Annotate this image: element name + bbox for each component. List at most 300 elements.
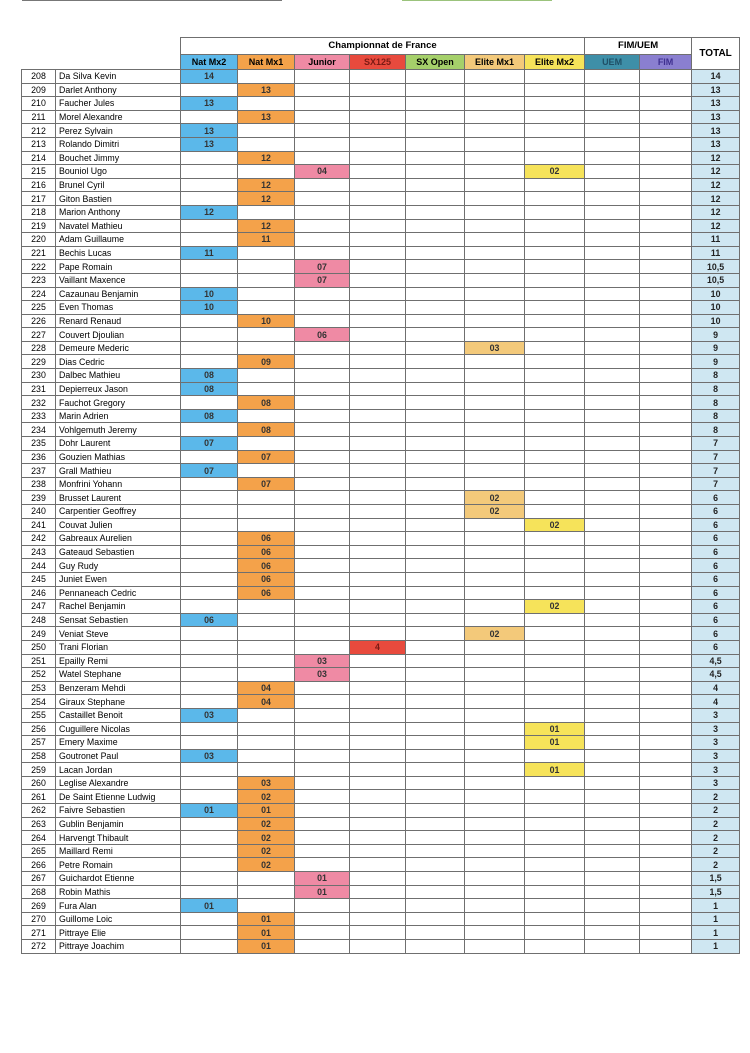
empty-cell-nat-mx2 — [181, 192, 238, 206]
total-cell: 3 — [692, 722, 740, 736]
empty-cell-elite-mx1 — [465, 301, 525, 315]
empty-cell-nat-mx2 — [181, 776, 238, 790]
score-cell-junior: 04 — [295, 165, 350, 179]
total-cell: 2 — [692, 804, 740, 818]
total-cell: 3 — [692, 763, 740, 777]
empty-cell-junior — [295, 640, 350, 654]
empty-cell-fim — [640, 559, 692, 573]
rider-name-cell: Marin Adrien — [56, 409, 181, 423]
empty-cell-elite-mx1 — [465, 681, 525, 695]
rider-name-cell: Veniat Steve — [56, 627, 181, 641]
rank-cell: 229 — [22, 355, 56, 369]
empty-cell-sx-open — [406, 301, 465, 315]
empty-cell-fim — [640, 627, 692, 641]
empty-cell-sx-open — [406, 369, 465, 383]
empty-cell-fim — [640, 423, 692, 437]
empty-cell-elite-mx2 — [525, 355, 585, 369]
empty-cell-uem — [585, 831, 640, 845]
empty-cell-junior — [295, 110, 350, 124]
empty-cell-elite-mx2 — [525, 831, 585, 845]
table-row — [22, 695, 740, 709]
table-row — [22, 260, 740, 274]
rank-cell: 261 — [22, 790, 56, 804]
empty-cell-sx-open — [406, 722, 465, 736]
empty-cell-sx-open — [406, 219, 465, 233]
table-row — [22, 165, 740, 179]
total-cell: 8 — [692, 409, 740, 423]
empty-cell-nat-mx1 — [238, 613, 295, 627]
empty-cell-sx125 — [350, 233, 406, 247]
empty-cell-elite-mx2 — [525, 572, 585, 586]
empty-cell-sx125 — [350, 545, 406, 559]
score-cell-elite-mx2: 01 — [525, 722, 585, 736]
empty-cell-elite-mx2 — [525, 505, 585, 519]
rank-cell: 251 — [22, 654, 56, 668]
empty-cell-uem — [585, 192, 640, 206]
rank-cell: 224 — [22, 287, 56, 301]
table-row — [22, 477, 740, 491]
empty-cell-sx-open — [406, 355, 465, 369]
empty-cell-nat-mx1 — [238, 722, 295, 736]
rider-name-cell: Adam Guillaume — [56, 233, 181, 247]
rider-name-cell: Lacan Jordan — [56, 763, 181, 777]
empty-cell-elite-mx1 — [465, 844, 525, 858]
rank-cell: 223 — [22, 273, 56, 287]
total-cell: 1,5 — [692, 872, 740, 886]
empty-cell-elite-mx1 — [465, 369, 525, 383]
empty-cell-uem — [585, 736, 640, 750]
empty-cell-nat-mx1 — [238, 627, 295, 641]
empty-cell-sx-open — [406, 749, 465, 763]
total-cell: 1 — [692, 940, 740, 954]
empty-cell-fim — [640, 409, 692, 423]
empty-cell-elite-mx1 — [465, 246, 525, 260]
rider-name-cell: Sensat Sebastien — [56, 613, 181, 627]
score-cell-junior: 07 — [295, 273, 350, 287]
empty-cell-junior — [295, 124, 350, 138]
score-cell-nat-mx1: 03 — [238, 776, 295, 790]
empty-cell-sx-open — [406, 97, 465, 111]
empty-cell-uem — [585, 382, 640, 396]
empty-cell-elite-mx1 — [465, 165, 525, 179]
empty-cell-uem — [585, 205, 640, 219]
empty-cell-elite-mx2 — [525, 423, 585, 437]
total-cell: 12 — [692, 219, 740, 233]
empty-cell-sx-open — [406, 613, 465, 627]
empty-cell-sx125 — [350, 301, 406, 315]
empty-cell-sx-open — [406, 124, 465, 138]
empty-cell-sx125 — [350, 763, 406, 777]
score-cell-nat-mx1: 06 — [238, 572, 295, 586]
empty-cell-elite-mx2 — [525, 708, 585, 722]
empty-cell-elite-mx2 — [525, 940, 585, 954]
total-cell: 3 — [692, 749, 740, 763]
score-cell-nat-mx2: 10 — [181, 287, 238, 301]
table-row — [22, 600, 740, 614]
empty-cell-uem — [585, 110, 640, 124]
empty-cell-nat-mx2 — [181, 885, 238, 899]
empty-cell-uem — [585, 287, 640, 301]
total-cell: 3 — [692, 776, 740, 790]
score-cell-elite-mx2: 01 — [525, 763, 585, 777]
empty-cell-nat-mx2 — [181, 450, 238, 464]
empty-cell-uem — [585, 668, 640, 682]
empty-cell-junior — [295, 341, 350, 355]
empty-cell-sx-open — [406, 912, 465, 926]
score-cell-nat-mx1: 09 — [238, 355, 295, 369]
empty-cell-junior — [295, 695, 350, 709]
total-cell: 2 — [692, 844, 740, 858]
empty-cell-sx-open — [406, 736, 465, 750]
empty-cell-uem — [585, 396, 640, 410]
empty-cell-sx-open — [406, 477, 465, 491]
rider-name-cell: Leglise Alexandre — [56, 776, 181, 790]
rank-cell: 212 — [22, 124, 56, 138]
empty-cell-elite-mx1 — [465, 559, 525, 573]
total-cell: 11 — [692, 233, 740, 247]
empty-cell-fim — [640, 233, 692, 247]
empty-cell-fim — [640, 776, 692, 790]
score-cell-nat-mx1: 13 — [238, 83, 295, 97]
empty-cell-nat-mx2 — [181, 341, 238, 355]
empty-cell-uem — [585, 586, 640, 600]
rank-cell: 269 — [22, 899, 56, 913]
empty-cell-fim — [640, 763, 692, 777]
empty-cell-uem — [585, 369, 640, 383]
empty-cell-fim — [640, 97, 692, 111]
empty-cell-elite-mx2 — [525, 219, 585, 233]
rank-cell: 243 — [22, 545, 56, 559]
empty-cell-elite-mx2 — [525, 369, 585, 383]
empty-cell-fim — [640, 110, 692, 124]
empty-cell-junior — [295, 940, 350, 954]
empty-cell-elite-mx2 — [525, 776, 585, 790]
empty-cell-sx125 — [350, 776, 406, 790]
rider-name-cell: Faivre Sebastien — [56, 804, 181, 818]
rank-cell: 270 — [22, 912, 56, 926]
total-cell: 1,5 — [692, 885, 740, 899]
table-row — [22, 940, 740, 954]
table-row — [22, 749, 740, 763]
empty-cell-junior — [295, 246, 350, 260]
total-cell: 4,5 — [692, 654, 740, 668]
empty-cell-nat-mx2 — [181, 477, 238, 491]
rider-name-cell: Giton Bastien — [56, 192, 181, 206]
empty-cell-elite-mx2 — [525, 858, 585, 872]
empty-cell-sx-open — [406, 831, 465, 845]
empty-cell-elite-mx2 — [525, 97, 585, 111]
empty-cell-fim — [640, 722, 692, 736]
empty-cell-fim — [640, 287, 692, 301]
empty-cell-nat-mx1 — [238, 382, 295, 396]
empty-cell-fim — [640, 505, 692, 519]
rank-cell: 221 — [22, 246, 56, 260]
empty-cell-junior — [295, 518, 350, 532]
rider-name-cell: Pittraye Joachim — [56, 940, 181, 954]
rider-name-cell: Pape Romain — [56, 260, 181, 274]
empty-cell-junior — [295, 491, 350, 505]
rank-cell: 225 — [22, 301, 56, 315]
empty-cell-uem — [585, 151, 640, 165]
empty-cell-junior — [295, 423, 350, 437]
rider-name-cell: Bouniol Ugo — [56, 165, 181, 179]
empty-cell-sx-open — [406, 926, 465, 940]
empty-cell-uem — [585, 328, 640, 342]
total-cell: 10,5 — [692, 273, 740, 287]
rank-cell: 242 — [22, 532, 56, 546]
rank-cell: 210 — [22, 97, 56, 111]
empty-cell-sx125 — [350, 70, 406, 84]
empty-cell-nat-mx1 — [238, 328, 295, 342]
empty-cell-elite-mx1 — [465, 314, 525, 328]
empty-cell-nat-mx2 — [181, 273, 238, 287]
rider-name-cell: Epailly Remi — [56, 654, 181, 668]
total-cell: 13 — [692, 83, 740, 97]
rank-cell: 268 — [22, 885, 56, 899]
rider-name-cell: Castaillet Benoit — [56, 708, 181, 722]
score-cell-elite-mx1: 02 — [465, 627, 525, 641]
empty-cell-uem — [585, 790, 640, 804]
rank-cell: 248 — [22, 613, 56, 627]
empty-cell-elite-mx2 — [525, 233, 585, 247]
empty-cell-elite-mx1 — [465, 885, 525, 899]
header-spacer — [56, 55, 181, 70]
empty-cell-elite-mx2 — [525, 205, 585, 219]
empty-cell-elite-mx1 — [465, 151, 525, 165]
score-cell-nat-mx1: 08 — [238, 396, 295, 410]
empty-cell-nat-mx2 — [181, 219, 238, 233]
empty-cell-sx125 — [350, 559, 406, 573]
empty-cell-elite-mx1 — [465, 790, 525, 804]
empty-cell-nat-mx2 — [181, 940, 238, 954]
empty-cell-uem — [585, 776, 640, 790]
score-cell-nat-mx2: 06 — [181, 613, 238, 627]
empty-cell-elite-mx1 — [465, 545, 525, 559]
empty-cell-sx-open — [406, 273, 465, 287]
empty-cell-uem — [585, 70, 640, 84]
rank-cell: 208 — [22, 70, 56, 84]
empty-cell-fim — [640, 205, 692, 219]
empty-cell-sx125 — [350, 885, 406, 899]
score-cell-nat-mx2: 13 — [181, 97, 238, 111]
empty-cell-nat-mx1 — [238, 763, 295, 777]
empty-cell-junior — [295, 83, 350, 97]
empty-cell-junior — [295, 301, 350, 315]
empty-cell-uem — [585, 83, 640, 97]
empty-cell-elite-mx1 — [465, 328, 525, 342]
empty-cell-nat-mx1 — [238, 640, 295, 654]
empty-cell-sx125 — [350, 668, 406, 682]
empty-cell-elite-mx2 — [525, 899, 585, 913]
empty-cell-sx125 — [350, 423, 406, 437]
empty-cell-nat-mx1 — [238, 205, 295, 219]
empty-cell-junior — [295, 205, 350, 219]
rider-name-cell: Pittraye Elie — [56, 926, 181, 940]
total-cell: 12 — [692, 165, 740, 179]
empty-cell-sx125 — [350, 341, 406, 355]
empty-cell-nat-mx2 — [181, 586, 238, 600]
table-row — [22, 654, 740, 668]
empty-cell-sx125 — [350, 450, 406, 464]
total-cell: 6 — [692, 518, 740, 532]
empty-cell-junior — [295, 736, 350, 750]
empty-cell-junior — [295, 790, 350, 804]
rank-cell: 247 — [22, 600, 56, 614]
empty-cell-sx125 — [350, 178, 406, 192]
empty-cell-elite-mx2 — [525, 437, 585, 451]
empty-cell-junior — [295, 233, 350, 247]
empty-cell-elite-mx1 — [465, 831, 525, 845]
total-cell: 4,5 — [692, 668, 740, 682]
empty-cell-junior — [295, 477, 350, 491]
rider-name-cell: Faucher Jules — [56, 97, 181, 111]
ranking-sheet — [21, 37, 739, 954]
table-row — [22, 423, 740, 437]
col-header-nat-mx1: Nat Mx1 — [238, 55, 295, 70]
rider-name-cell: Navatel Mathieu — [56, 219, 181, 233]
rider-name-cell: Brusset Laurent — [56, 491, 181, 505]
table-row — [22, 532, 740, 546]
empty-cell-junior — [295, 926, 350, 940]
total-cell: 13 — [692, 110, 740, 124]
empty-cell-fim — [640, 695, 692, 709]
empty-cell-fim — [640, 600, 692, 614]
score-cell-nat-mx2: 08 — [181, 369, 238, 383]
table-row — [22, 287, 740, 301]
empty-cell-junior — [295, 831, 350, 845]
empty-cell-nat-mx2 — [181, 763, 238, 777]
score-cell-nat-mx1: 10 — [238, 314, 295, 328]
empty-cell-elite-mx1 — [465, 736, 525, 750]
empty-cell-fim — [640, 518, 692, 532]
table-row — [22, 70, 740, 84]
empty-cell-sx-open — [406, 872, 465, 886]
empty-cell-elite-mx1 — [465, 382, 525, 396]
empty-cell-junior — [295, 396, 350, 410]
empty-cell-nat-mx1 — [238, 97, 295, 111]
rank-cell: 222 — [22, 260, 56, 274]
empty-cell-uem — [585, 804, 640, 818]
empty-cell-junior — [295, 817, 350, 831]
empty-cell-elite-mx1 — [465, 613, 525, 627]
empty-cell-elite-mx1 — [465, 776, 525, 790]
total-cell: 9 — [692, 328, 740, 342]
empty-cell-elite-mx2 — [525, 301, 585, 315]
score-cell-nat-mx1: 12 — [238, 151, 295, 165]
score-cell-sx125: 4 — [350, 640, 406, 654]
table-row — [22, 736, 740, 750]
table-row — [22, 817, 740, 831]
total-cell: 10 — [692, 287, 740, 301]
empty-cell-elite-mx1 — [465, 722, 525, 736]
empty-cell-fim — [640, 124, 692, 138]
empty-cell-junior — [295, 681, 350, 695]
empty-cell-nat-mx2 — [181, 314, 238, 328]
empty-cell-fim — [640, 640, 692, 654]
empty-cell-nat-mx2 — [181, 491, 238, 505]
empty-cell-elite-mx2 — [525, 749, 585, 763]
empty-cell-uem — [585, 314, 640, 328]
rank-cell: 236 — [22, 450, 56, 464]
total-cell: 11 — [692, 246, 740, 260]
empty-cell-sx125 — [350, 260, 406, 274]
empty-cell-elite-mx2 — [525, 559, 585, 573]
empty-cell-sx-open — [406, 940, 465, 954]
rank-cell: 228 — [22, 341, 56, 355]
table-row — [22, 885, 740, 899]
rider-name-cell: Petre Romain — [56, 858, 181, 872]
empty-cell-sx125 — [350, 328, 406, 342]
empty-cell-junior — [295, 613, 350, 627]
table-row — [22, 804, 740, 818]
total-cell: 6 — [692, 545, 740, 559]
rank-cell: 271 — [22, 926, 56, 940]
score-cell-nat-mx2: 01 — [181, 804, 238, 818]
score-cell-nat-mx1: 11 — [238, 233, 295, 247]
empty-cell-nat-mx2 — [181, 695, 238, 709]
total-cell: 10,5 — [692, 260, 740, 274]
score-cell-nat-mx1: 01 — [238, 940, 295, 954]
empty-cell-sx-open — [406, 681, 465, 695]
rank-cell: 260 — [22, 776, 56, 790]
empty-cell-fim — [640, 314, 692, 328]
table-row — [22, 314, 740, 328]
score-cell-nat-mx2: 12 — [181, 205, 238, 219]
ranking-table — [21, 37, 740, 954]
rider-name-cell: Goutronet Paul — [56, 749, 181, 763]
empty-cell-uem — [585, 477, 640, 491]
score-cell-nat-mx2: 13 — [181, 137, 238, 151]
rank-cell: 209 — [22, 83, 56, 97]
empty-cell-fim — [640, 83, 692, 97]
empty-cell-junior — [295, 600, 350, 614]
total-cell: 8 — [692, 396, 740, 410]
empty-cell-nat-mx2 — [181, 505, 238, 519]
empty-cell-sx125 — [350, 464, 406, 478]
empty-cell-elite-mx1 — [465, 640, 525, 654]
table-row — [22, 722, 740, 736]
empty-cell-elite-mx1 — [465, 572, 525, 586]
empty-cell-sx125 — [350, 912, 406, 926]
empty-cell-uem — [585, 219, 640, 233]
empty-cell-junior — [295, 382, 350, 396]
rider-name-cell: Maillard Remi — [56, 844, 181, 858]
empty-cell-nat-mx2 — [181, 844, 238, 858]
table-row — [22, 464, 740, 478]
empty-cell-nat-mx1 — [238, 668, 295, 682]
empty-cell-elite-mx1 — [465, 70, 525, 84]
empty-cell-sx-open — [406, 246, 465, 260]
empty-cell-uem — [585, 926, 640, 940]
score-cell-nat-mx2: 11 — [181, 246, 238, 260]
empty-cell-sx125 — [350, 654, 406, 668]
empty-cell-nat-mx2 — [181, 736, 238, 750]
empty-cell-elite-mx2 — [525, 83, 585, 97]
empty-cell-nat-mx2 — [181, 872, 238, 886]
empty-cell-fim — [640, 273, 692, 287]
empty-cell-fim — [640, 301, 692, 315]
empty-cell-sx-open — [406, 328, 465, 342]
rank-cell: 263 — [22, 817, 56, 831]
table-row — [22, 505, 740, 519]
score-cell-nat-mx1: 06 — [238, 586, 295, 600]
empty-cell-nat-mx1 — [238, 899, 295, 913]
table-row — [22, 450, 740, 464]
rank-cell: 264 — [22, 831, 56, 845]
empty-cell-junior — [295, 70, 350, 84]
rank-cell: 226 — [22, 314, 56, 328]
table-row — [22, 872, 740, 886]
